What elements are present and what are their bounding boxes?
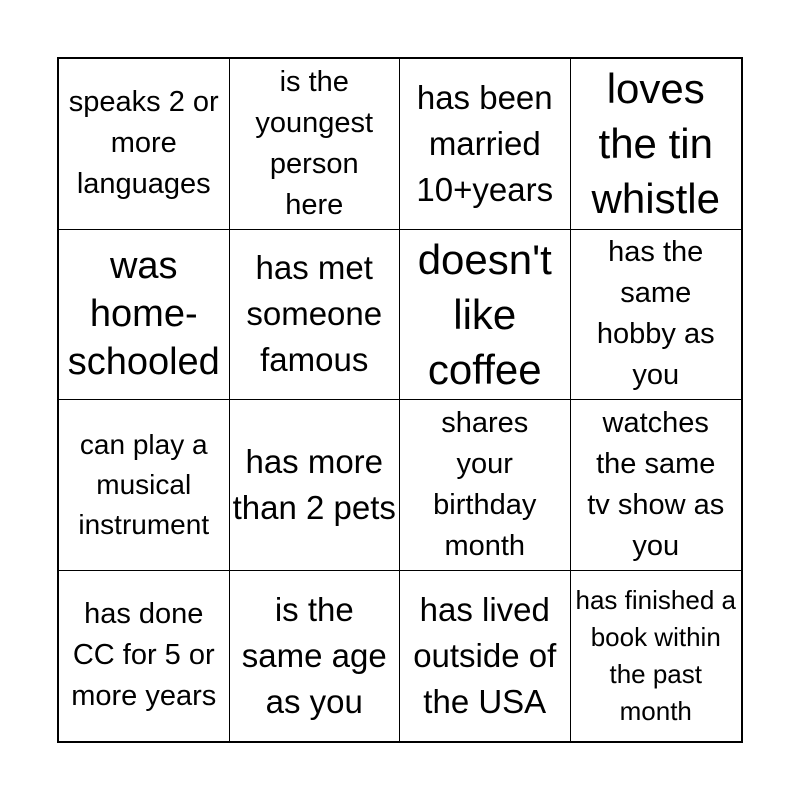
bingo-cell-text: has done CC for 5 or more years	[71, 598, 217, 713]
bingo-cell[interactable]	[230, 400, 401, 571]
bingo-cell[interactable]	[59, 230, 230, 401]
bingo-cell-text: has finished a book within the past month	[575, 584, 736, 726]
bingo-cell[interactable]	[400, 400, 571, 571]
bingo-cell-text: has met someone famous	[246, 249, 383, 379]
bingo-cell[interactable]	[230, 59, 401, 230]
bingo-cell[interactable]	[59, 571, 230, 742]
bingo-cell[interactable]	[59, 400, 230, 571]
bingo-cell-text: can play a musical instrument	[78, 428, 210, 540]
bingo-cell-text: has been married 10+years	[416, 78, 554, 208]
bingo-cell[interactable]	[400, 230, 571, 401]
bingo-cell-text: has the same hobby as you	[596, 236, 715, 392]
bingo-cell[interactable]	[59, 59, 230, 230]
bingo-cell-text: is the youngest person here	[255, 65, 374, 221]
bingo-cell[interactable]	[571, 400, 742, 571]
bingo-cell[interactable]	[571, 59, 742, 230]
bingo-cell[interactable]	[230, 571, 401, 742]
bingo-cell-text: watches the same tv show as you	[587, 406, 725, 562]
bingo-cell-text: shares your birthday month	[433, 406, 537, 562]
bingo-cell-text: loves the tin whistle	[591, 65, 720, 223]
bingo-cell-text: has lived outside of the USA	[413, 590, 557, 720]
bingo-cell-text: was home-schooled	[67, 245, 220, 384]
bingo-cell[interactable]	[571, 230, 742, 401]
bingo-cell-text: is the same age as you	[241, 590, 387, 720]
bingo-cell-text: has more than 2 pets	[232, 442, 396, 526]
bingo-cell[interactable]	[230, 230, 401, 401]
bingo-cell-text: speaks 2 or more languages	[68, 86, 219, 201]
bingo-cell[interactable]	[400, 571, 571, 742]
bingo-cell[interactable]	[400, 59, 571, 230]
bingo-cell-text: doesn't like coffee	[417, 235, 552, 393]
bingo-cell[interactable]	[571, 571, 742, 742]
bingo-card	[57, 57, 743, 743]
